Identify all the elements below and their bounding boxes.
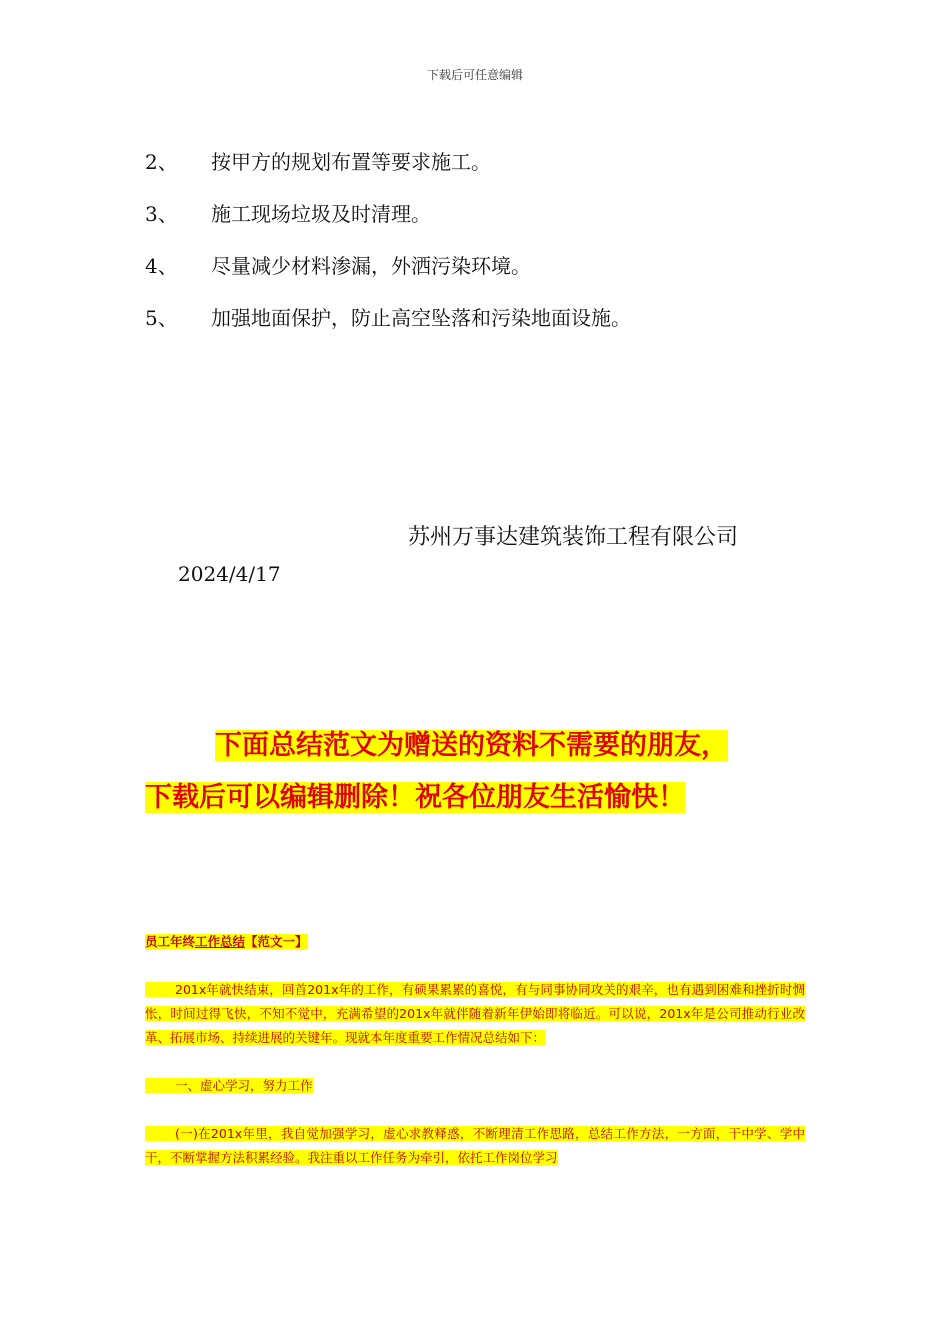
banner-line-1: 下面总结范文为赠送的资料不需要的朋友，: [215, 730, 728, 761]
signature-date: 2024/4/17: [178, 562, 281, 586]
summary-title-link[interactable]: 工作总结: [195, 934, 246, 949]
list-item: [145, 134, 631, 186]
gift-notice-banner: [145, 720, 795, 824]
list-item-text: 尽量减少材料渗漏，外洒污染环境。: [211, 253, 531, 278]
list-item-text: 加强地面保护，防止高空坠落和污染地面设施。: [211, 305, 631, 330]
summary-title: 员工年终工作总结【范文一】: [145, 934, 308, 949]
summary-section-heading: 一、虚心学习，努力工作: [145, 1074, 805, 1098]
list-item: [145, 238, 631, 290]
list-item-number: 2、: [145, 149, 178, 174]
list-item-number: 5、: [145, 305, 178, 330]
list-item-text: 施工现场垃圾及时清理。: [211, 201, 431, 226]
list-item-number: 3、: [145, 201, 178, 226]
list-item-number: 4、: [145, 253, 178, 278]
list-item: [145, 186, 631, 238]
summary-paragraph: 201x年就快结束，回首201x年的工作，有硕果累累的喜悦，有与同事协同攻关的艰辛，也有遇到困难和挫折时惆怅，时间过得飞快，不知不觉中，充满希望的201x年就伴随着新年伊始即将临近。可以说，201x年是公司推动行业改革、拓展市场、持续进展的关键年。现就本年度重要工作情况总结如下：: [145, 982, 805, 1045]
company-name: 苏州万事达建筑装饰工程有限公司: [408, 525, 739, 550]
list-item: [145, 290, 631, 342]
banner-line-2: 下载后可以编辑删除！祝各位朋友生活愉快！: [145, 782, 685, 813]
summary-sample: [145, 930, 805, 1194]
page-header: 下载后可任意编辑: [426, 68, 523, 82]
requirements-list: [145, 134, 631, 342]
list-item-text: 按甲方的规划布置等要求施工。: [211, 149, 491, 174]
summary-paragraph: (一)在201x年里，我自觉加强学习，虚心求教释惑，不断理清工作思路，总结工作方法，一方面，干中学、学中干，不断掌握方法积累经验。我注重以工作任务为牵引，依托工作岗位学习: [145, 1126, 805, 1165]
